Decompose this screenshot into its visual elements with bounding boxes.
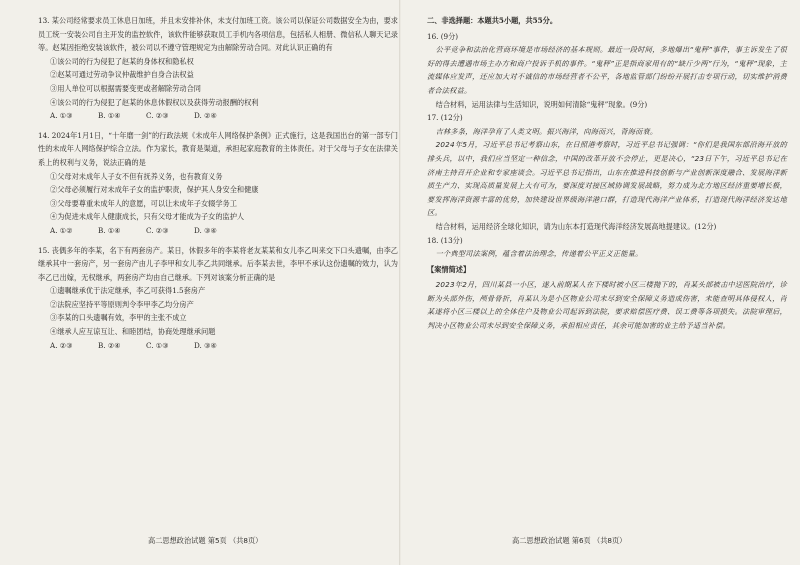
question-18-number: 18. (13分): [427, 235, 463, 245]
question-17-material-2: 2024年5月，习近平总书记考察山东，在日照港考察时，习近平总书记强调：“你们是我国东部沿海开放的排头兵，以中，我们应当坚定一种信念，中国的改革开放不会停止，更是决心，“23日下午，习近平总书记在济南主持召开企业和专家座谈会。习近平总书记指出，山东在推进科技创新与产业创新深度融合、发展海洋新质生产力、实现高质量发展上大有可为，要深度对接区域协调发展战略，努力成为北方地区经济重要增长极，要发挥海洋资源丰富的优势，加快建设世界级海洋港口群，打造现代海洋产业体系，打造现代海洋经济发达地区。: [427, 140, 787, 218]
page-6-footer: 高二思想政治试题 第6页 （共8页）: [512, 536, 627, 545]
page-fold: [399, 0, 401, 565]
question-15-option-2: ②法院应坚持平等原则判令李甲李乙均分房产: [50, 299, 194, 309]
question-15: [38, 244, 398, 353]
question-18-material: 一个典型司法案例，蕴含着法治理念，传递着公平正义正能量。: [435, 249, 643, 259]
question-14-answers: [38, 224, 398, 238]
answer-d[interactable]: D. ③④: [194, 340, 217, 350]
question-14-option-4: ④为促进未成年人健康成长，只有父母才能成为子女的监护人: [50, 212, 245, 222]
section-title: 二、非选择题：本题共5小题，共55分。: [427, 16, 558, 25]
answer-d[interactable]: D. ②④: [194, 111, 217, 121]
question-13-option-2: ②赵某可通过劳动争议仲裁维护自身合法权益: [50, 70, 194, 80]
question-18: [427, 234, 787, 333]
question-14-option-2: ②父母必须履行对未成年子女的监护职责，保护其人身安全和健康: [50, 185, 259, 195]
question-15-option-3: ③李某的口头遗嘱有效，李甲的主张不成立: [50, 313, 187, 323]
question-15-stem: 15. 丧偶多年的李某，名下有两套房产。某日，休假多年的李某将老友某某和女儿李乙叫来交下口头遗嘱，由李乙继承其中一套房产，另一套房产由儿子李甲和女儿李乙共同继承。后李某去世，李甲不承认这份遗嘱的效力，认为李乙已出嫁，无权继承，两套房产均由自己继承。下列对该案分析正确的是: [38, 245, 398, 282]
answer-a[interactable]: A. ①②: [50, 225, 73, 235]
question-16-number: 16. (9分): [427, 31, 459, 41]
question-13-stem: 13. 某公司经常要求员工休息日加班，并且未安排补休，未支付加班工资。该公司以保证公司数据安全为由，要求员工统一安装公司自主开发的监控软件，该软件能够获取员工手机内各项信息，包括私人相册、微信私人聊天记录等。赵某因拒绝安装该软件，被公司以不遵守管理规定为由解除劳动合同。对此认识正确的有: [38, 16, 398, 53]
answer-c[interactable]: C. ②③: [146, 225, 169, 235]
answer-b[interactable]: B. ①④: [98, 225, 121, 235]
answer-b[interactable]: B. ②④: [98, 340, 121, 350]
question-13-option-1: ①该公司的行为侵犯了赵某的身体权和隐私权: [50, 56, 194, 66]
question-14: [38, 129, 398, 238]
case-text: 2023年2月，四川某县一小区，遂入前期某人在下楼时被小区三楼抛下的，肖某头部被击中送医院治疗，诊断为头部外伤，颅骨骨折，肖某认为是小区物业公司未尽到安全保障义务造成伤害，未能查明具体侵权人，肖某遂将小区三楼以上的全体住户及物业公司起诉到法院，要求赔偿医疗费、误工费等各项损失。法院审理后，判决小区物业公司未尽到安全保障义务，承担相应责任，其余可能加害的业主给予适当补偿。: [427, 280, 787, 331]
case-heading: 【案情简述】: [427, 264, 471, 274]
question-13-option-3: ③用人单位可以根据需要变更或者解除劳动合同: [50, 83, 201, 93]
question-13-answers: [38, 109, 398, 123]
question-16-prompt: 结合材料，运用法律与生活知识，说明如何清除“鬼秤”现象。(9分): [435, 99, 648, 109]
question-14-stem: 14. 2024年1月1日，“十年磨一剑”的行政法规《未成年人网络保护条例》正式施行，这是我国出台的第一部专门性的未成年人网络保护综合立法。作为家长，教育是渠道，承担起家庭教育的主体责任。对于父母与子女在法律关系上的权利与义务，说法正确的是: [38, 130, 398, 167]
page-5-column: [38, 14, 398, 352]
answer-b[interactable]: B. ①④: [98, 111, 121, 121]
question-16-material: 公平竞争和法治化营商环境是市场经济的基本规则。最近一段时间，多地爆出“鬼秤”事件，事主诉发生了很好的得去遭遇市场主办方和商户投诉手机的事件。“鬼秤”正是指商家用有的“缺斤少两”行为，“鬼秤”现象，主流媒体应发声，还应加大对不诚信的市场经营者不公平，各地监管部门纷纷开展打击专项行动，切实维护消费者合法权益。: [427, 45, 787, 95]
question-17-number: 17. (12分): [427, 113, 463, 123]
question-15-option-4: ④继承人应互谅互让、和睦团结，协商处理继承问题: [50, 327, 216, 337]
answer-a[interactable]: A. ①③: [50, 111, 73, 121]
question-17: [427, 111, 787, 233]
question-14-option-1: ①父母对未成年人子女不但有抚养义务，也有教育义务: [50, 171, 223, 181]
question-17-material-1: 吉林多条，海洋孕育了人类文明。振兴海洋，向海而兴，背海而衰。: [435, 126, 658, 136]
question-16: [427, 30, 787, 112]
question-17-prompt: 结合材料，运用经济全球化知识，请为山东本打造现代海洋经济发展高地提建议。(12分): [435, 221, 717, 231]
page-6-column: [427, 14, 787, 333]
question-14-option-3: ③父母要尊重未成年人的意愿，可以让未成年子女辍学务工: [50, 198, 237, 208]
answer-c[interactable]: C. ①③: [146, 340, 169, 350]
answer-d[interactable]: D. ③④: [194, 225, 217, 235]
question-15-option-1: ①遗嘱继承优于法定继承，李乙可获得1.5套房产: [50, 286, 206, 296]
question-13: [38, 14, 398, 123]
page-5-footer: 高二思想政治试题 第5页 （共8页）: [148, 536, 263, 545]
answer-a[interactable]: A. ②③: [50, 340, 73, 350]
answer-c[interactable]: C. ②③: [146, 111, 169, 121]
question-13-option-4: ④该公司的行为侵犯了赵某的休息休假权以及获得劳动报酬的权利: [50, 97, 259, 107]
question-15-answers: [38, 339, 398, 353]
